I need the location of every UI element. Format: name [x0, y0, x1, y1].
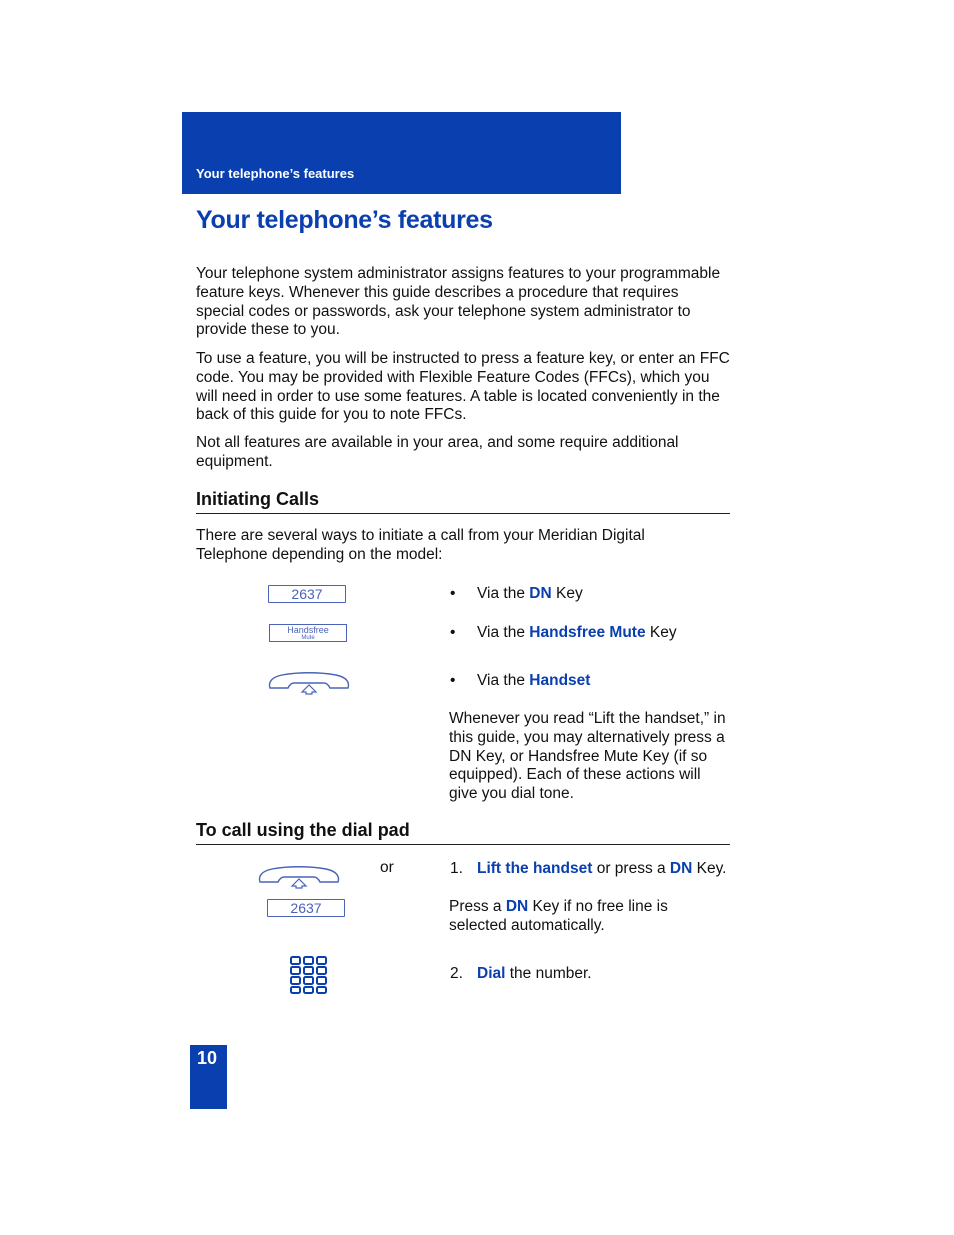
- lift-handset-highlight: Lift the handset: [477, 860, 593, 877]
- intro-paragraph-2: To use a feature, you will be instructed to press a feature key, or enter an FFC code. You may be provided with Flexible Feature Codes (FFCs), which you will need in order to use some features. A table is located conveniently in the back of this guide for you to note FFCs.: [196, 350, 730, 424]
- intro-paragraph-3: Not all features are available in your area, and some require additional equipment.: [196, 434, 679, 470]
- bullet-handset: • Via the Handset: [450, 672, 591, 689]
- step-2: 2. Dial the number.: [450, 965, 592, 982]
- handset-note: Whenever you read “Lift the handset,” in this guide, you may alternatively press a DN Key, or Handsfree Mute Key (if so equipped). Each of these actions will give you dial tone.: [449, 710, 726, 803]
- handset-highlight: Handset: [529, 672, 591, 689]
- header-band: [182, 112, 621, 194]
- bullet-handsfree-key: • Via the Handsfree Mute Key: [450, 624, 677, 641]
- section-heading-initiating-calls: Initiating Calls: [196, 489, 730, 514]
- step-1: 1. Lift the handset or press a DN Key.: [450, 860, 727, 877]
- bullet-marker: •: [450, 585, 456, 602]
- or-label: or: [380, 859, 394, 876]
- initiating-intro: There are several ways to initiate a call from your Meridian Digital Telephone depending on the model:: [196, 527, 645, 563]
- section-heading-dial-pad: To call using the dial pad: [196, 820, 730, 845]
- dn-highlight: DN: [505, 898, 529, 915]
- bullet-dn-key: • Via the DN Key: [450, 585, 583, 602]
- dn-highlight: DN: [529, 585, 552, 602]
- dialpad-icon: [289, 955, 329, 995]
- handset-icon: [266, 670, 352, 696]
- dn-key-icon: 2637: [268, 585, 346, 603]
- page-number: 10: [197, 1048, 218, 1068]
- step-1-note: Press a DN Key if no free line is selected automatically.: [449, 898, 668, 934]
- bullet-marker: •: [450, 624, 456, 641]
- handsfree-mute-highlight: Handsfree Mute: [529, 624, 646, 641]
- dn-key-icon: 2637: [267, 899, 345, 917]
- bullet-marker: •: [450, 672, 456, 689]
- dn-highlight: DN: [669, 860, 693, 877]
- page-title: Your telephone’s features: [196, 206, 493, 234]
- header-label: Your telephone’s features: [196, 166, 355, 181]
- dial-highlight: Dial: [477, 965, 506, 982]
- intro-paragraph-1: Your telephone system administrator assigns features to your programmable feature keys. Whenever this guide describes a procedure that requires special codes or passwords, ask your telephone system administrator to provide these to you.: [196, 265, 721, 339]
- handset-icon: [256, 864, 342, 890]
- handsfree-mute-key-icon: Handsfree Mute: [269, 624, 347, 642]
